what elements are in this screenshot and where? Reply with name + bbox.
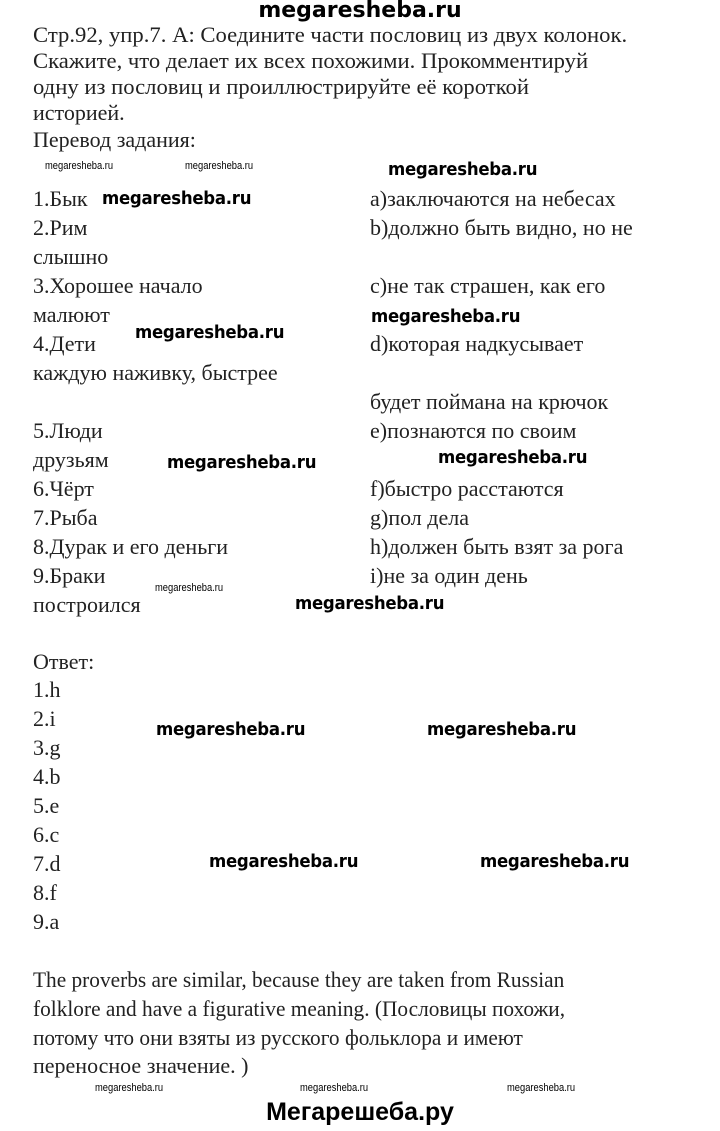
answer-label: Ответ: bbox=[33, 649, 95, 674]
watermark: megaresheba.ru bbox=[295, 593, 445, 614]
left-item: малюют bbox=[33, 302, 110, 327]
answer-item: 6.c bbox=[33, 822, 60, 847]
task-line: одну из пословиц и проиллюстрируйте её короткой bbox=[33, 74, 530, 99]
watermark: megaresheba.ru bbox=[102, 188, 252, 209]
watermark: megaresheba.ru bbox=[95, 1082, 164, 1094]
conclusion-line: folklore and have a figurative meaning. (Пословицы похожи, bbox=[33, 996, 566, 1021]
watermark: megaresheba.ru bbox=[480, 851, 630, 872]
site-footer-watermark: Мегарешеба.ру bbox=[266, 1098, 454, 1126]
watermark: megaresheba.ru bbox=[155, 582, 224, 594]
watermark: megaresheba.ru bbox=[507, 1082, 576, 1094]
left-item: 5.Люди bbox=[33, 418, 103, 443]
watermark: megaresheba.ru bbox=[438, 447, 588, 468]
watermark: megaresheba.ru bbox=[371, 306, 521, 327]
left-item: 4.Дети bbox=[33, 331, 96, 356]
watermark: megaresheba.ru bbox=[167, 452, 317, 473]
task-line: Скажите, что делает их всех похожими. Прокомментируй bbox=[33, 48, 589, 73]
answer-item: 3.g bbox=[33, 735, 61, 760]
left-item: друзьям bbox=[33, 447, 109, 472]
watermark: megaresheba.ru bbox=[185, 160, 254, 172]
right-item: b)должно быть видно, но не bbox=[370, 215, 633, 240]
conclusion-line: The proverbs are similar, because they are taken from Russian bbox=[33, 967, 565, 992]
left-item: 2.Рим bbox=[33, 215, 88, 240]
watermark: megaresheba.ru bbox=[45, 160, 114, 172]
task-line: Стр.92, упр.7. А: Соедините части пословиц из двух колонок. bbox=[33, 22, 628, 47]
right-item: g)пол дела bbox=[370, 505, 469, 530]
left-item: 6.Чёрт bbox=[33, 476, 94, 501]
left-item: 8.Дурак и его деньги bbox=[33, 534, 229, 559]
answer-item: 8.f bbox=[33, 880, 57, 905]
translation-label: Перевод задания: bbox=[33, 127, 196, 152]
watermark: megaresheba.ru bbox=[300, 1082, 369, 1094]
watermark: megaresheba.ru bbox=[427, 719, 577, 740]
task-line: историей. bbox=[33, 100, 125, 125]
watermark: megaresheba.ru bbox=[135, 322, 285, 343]
answer-item: 7.d bbox=[33, 851, 61, 876]
right-item: f)быстро расстаются bbox=[370, 476, 564, 501]
site-header-watermark: megaresheba.ru bbox=[258, 0, 462, 23]
left-item: 3.Хорошее начало bbox=[33, 273, 203, 298]
left-item: 9.Браки bbox=[33, 563, 106, 588]
right-item: a)заключаются на небесах bbox=[370, 186, 616, 211]
answer-item: 5.e bbox=[33, 793, 60, 818]
left-item: каждую наживку, быстрее bbox=[33, 360, 278, 385]
answer-item: 1.h bbox=[33, 677, 61, 702]
right-item: i)не за один день bbox=[370, 563, 528, 588]
right-item: d)которая надкусывает bbox=[370, 331, 584, 356]
left-item: построился bbox=[33, 592, 141, 617]
left-item: слышно bbox=[33, 244, 109, 269]
answer-item: 4.b bbox=[33, 764, 61, 789]
answer-item: 2.i bbox=[33, 706, 56, 731]
right-item: e)познаются по своим bbox=[370, 418, 577, 443]
right-item: будет поймана на крючок bbox=[370, 389, 609, 414]
left-item: 1.Бык bbox=[33, 186, 88, 211]
conclusion-line: переносное значение. ) bbox=[33, 1053, 249, 1078]
conclusion-line: потому что они взяты из русского фольклора и имеют bbox=[33, 1025, 523, 1050]
right-item: h)должен быть взят за рога bbox=[370, 534, 624, 559]
watermark: megaresheba.ru bbox=[156, 719, 306, 740]
answer-item: 9.a bbox=[33, 909, 60, 934]
right-item: c)не так страшен, как его bbox=[370, 273, 606, 298]
watermark: megaresheba.ru bbox=[388, 159, 538, 180]
left-item: 7.Рыба bbox=[33, 505, 98, 530]
watermark: megaresheba.ru bbox=[209, 851, 359, 872]
